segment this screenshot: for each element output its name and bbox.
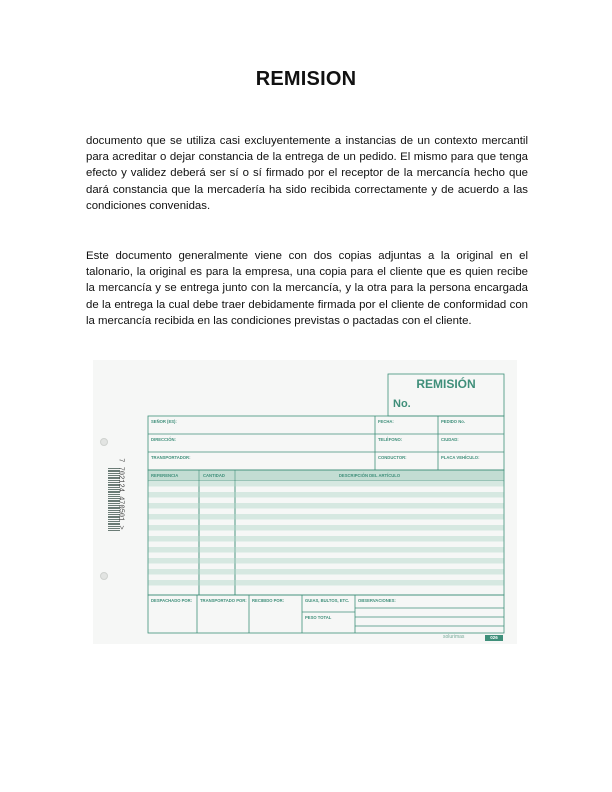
column-referencia: REFERENCIA [151, 473, 179, 478]
field-ciudad: CIUDAD: [441, 437, 459, 442]
column-cantidad: CANTIDAD [203, 473, 225, 478]
field-fecha: FECHA: [378, 419, 394, 424]
footer-peso: PESO TOTAL [305, 615, 332, 620]
field-pedido: PEDIDO No. [441, 419, 465, 424]
field-conductor: CONDUCTOR: [378, 455, 407, 460]
page-title: REMISION [255, 68, 357, 90]
field-transportador: TRANSPORTADOR: [151, 455, 191, 460]
paragraph-definition: documento que se utiliza casi excluyentemente a instancias de un contexto mercantil para acreditar o dejar constancia de la entrega de un pedido. El mismo para que tenga efecto y validez deberá ser sí o sí firmado por el receptor de la mercancía hecho que dará constancia que la mercadería ha sido recibida correctamente y de acuerdo a las condiciones convenidas. [86, 135, 528, 212]
field-telefono: TELÉFONO: [378, 437, 403, 442]
paragraph-copies: Este documento generalmente viene con dos copias adjuntas a la original en el talonario, la original es para la empresa, una copia para el cliente que es quien recibe la mercancía y se entrega junto con la mercancía, y la otra para la persona encargada de la entrega la cual debe traer debidamente firmada por el cliente de conformidad con la mercancía recibida en las condiciones previstas o pactadas con el cliente. [86, 250, 528, 327]
field-senores: SEÑOR (ES): [151, 419, 177, 424]
form-title: REMISIÓN [416, 377, 476, 391]
footer-recibido: RECIBIDO POR: [252, 598, 285, 603]
field-placa: PLACA VEHÍCULO: [441, 455, 480, 460]
column-descripcion: DESCRIPCIÓN DEL ARTÍCULO [338, 473, 401, 478]
form-number-label: No. [393, 398, 411, 410]
footer-observaciones: OBSERVACIONES: [358, 598, 396, 603]
brand-name: solurimas [443, 634, 465, 640]
footer-despachado: DESPACHADO POR: [151, 598, 193, 603]
footer-guias: GUIAS, BULTOS, ETC. [305, 598, 350, 603]
brand-code: 026 [490, 635, 498, 640]
remision-form-image [93, 360, 517, 644]
field-direccion: DIRECCIÓN: [151, 437, 176, 442]
barcode-number: 7 702124 470501 > [116, 458, 125, 530]
footer-transportado: TRANSPORTADO POR: [200, 598, 247, 603]
